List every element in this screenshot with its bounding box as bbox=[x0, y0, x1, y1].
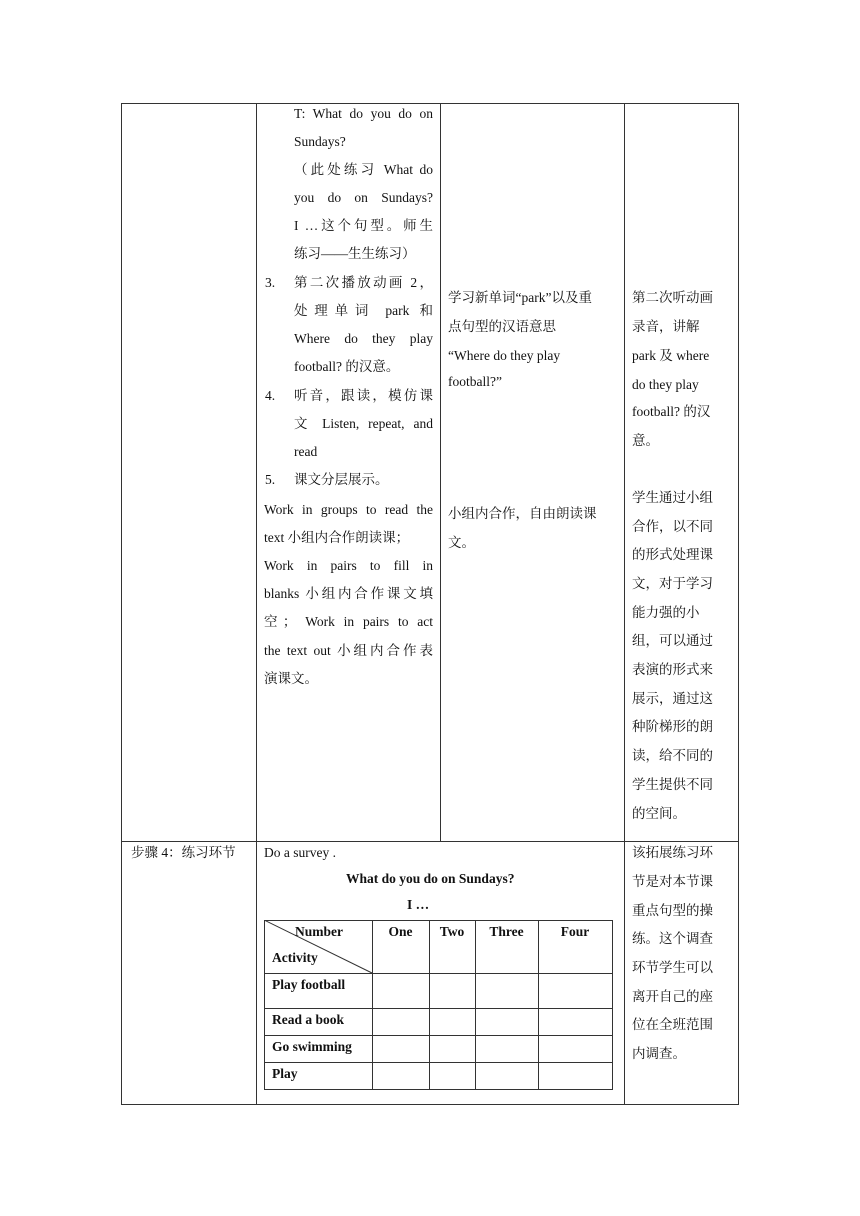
procedure-line: read bbox=[294, 444, 318, 459]
row-label: Play football bbox=[272, 977, 346, 992]
purpose-line: 重点句型的操 bbox=[632, 903, 713, 918]
intent-line: 展示，通过这 bbox=[632, 691, 713, 706]
intent-line: 第二次听动画 bbox=[632, 290, 713, 305]
procedure-line: Where do they play bbox=[294, 331, 433, 346]
header-number: Number bbox=[295, 924, 343, 939]
procedure-line: Work in pairs to fill in bbox=[264, 558, 433, 573]
procedure-line: the text out 小组内合作表 bbox=[264, 643, 433, 658]
survey-grid-line bbox=[264, 1062, 613, 1063]
procedure-line: Work in groups to read the bbox=[264, 502, 433, 517]
list-number: 3. bbox=[265, 275, 276, 290]
procedure-line: （此处练习 What do bbox=[294, 162, 433, 177]
procedure-line: 演课文。 bbox=[264, 671, 318, 686]
purpose-line: 该拓展练习环 bbox=[632, 845, 713, 860]
list-number: 4. bbox=[265, 388, 276, 403]
intent-line: 合作，以不同 bbox=[632, 519, 713, 534]
row-label: Read a book bbox=[272, 1012, 345, 1027]
table-left-border bbox=[121, 103, 122, 1105]
intent-line: 种阶梯形的朗 bbox=[632, 719, 713, 734]
procedure-line: text 小组内合作朗读课； bbox=[264, 530, 410, 545]
survey-question: What do you do on Sundays? bbox=[346, 871, 515, 886]
purpose-line: 位在全班范围 bbox=[632, 1017, 713, 1032]
column-header: Two bbox=[439, 924, 465, 939]
survey-grid-line bbox=[264, 1089, 613, 1090]
activity-line: 文。 bbox=[448, 535, 475, 550]
purpose-line: 练。这个调查 bbox=[632, 931, 713, 946]
intent-line: 文，对于学习 bbox=[632, 576, 713, 591]
intent-line: park 及 where bbox=[632, 348, 710, 363]
procedure-line: blanks 小组内合作课文填 bbox=[264, 586, 433, 601]
procedure-line: 课文分层展示。 bbox=[294, 472, 389, 487]
row-label: Go swimming bbox=[272, 1039, 352, 1054]
intent-line: 录音，讲解 bbox=[632, 319, 700, 334]
procedure-line: football? 的汉意。 bbox=[294, 359, 400, 374]
intent-line: 读，给不同的 bbox=[632, 748, 713, 763]
procedure-line: you do on Sundays? bbox=[294, 190, 433, 205]
table-bottom-border bbox=[121, 1104, 739, 1105]
activity-line: 小组内合作，自由朗读课 bbox=[448, 506, 597, 521]
procedure-line: I …这个句型。师生 bbox=[294, 218, 433, 233]
table-col-divider-3 bbox=[624, 103, 625, 1105]
column-header: Four bbox=[560, 924, 590, 939]
survey-grid-line bbox=[429, 920, 430, 1090]
intent-line: football? 的汉 bbox=[632, 404, 711, 419]
intent-line: 学生通过小组 bbox=[632, 490, 713, 505]
purpose-line: 离开自己的座 bbox=[632, 989, 713, 1004]
column-header: One bbox=[388, 924, 413, 939]
step-label: 步骤 4：练习环节 bbox=[131, 845, 236, 860]
survey-grid-line bbox=[538, 920, 539, 1090]
table-col-divider-2 bbox=[440, 103, 441, 841]
header-activity: Activity bbox=[272, 950, 318, 965]
procedure-line: Sundays? bbox=[294, 134, 346, 149]
intent-line: 能力强的小 bbox=[632, 605, 700, 620]
intent-line: 学生提供不同 bbox=[632, 777, 713, 792]
intent-line: 的空间。 bbox=[632, 806, 686, 821]
intent-line: 的形式处理课 bbox=[632, 547, 713, 562]
procedure-line: 空； Work in pairs to act bbox=[264, 614, 433, 629]
list-number: 5. bbox=[265, 472, 276, 487]
intent-line: 意。 bbox=[632, 433, 659, 448]
activity-line: 学习新单词“park”以及重 bbox=[448, 290, 592, 305]
intent-line: do they play bbox=[632, 377, 699, 392]
intent-line: 表演的形式来 bbox=[632, 662, 713, 677]
survey-grid-line bbox=[264, 1008, 613, 1009]
row-label: Play bbox=[272, 1066, 298, 1081]
table-right-border bbox=[738, 103, 739, 1105]
procedure-line: 第二次播放动画 2， bbox=[294, 275, 433, 290]
procedure-line: T: What do you do on bbox=[294, 106, 433, 121]
column-header: Three bbox=[489, 924, 524, 939]
activity-line: 点句型的汉语意思 bbox=[448, 319, 556, 334]
survey-answer: I … bbox=[407, 897, 430, 912]
purpose-line: 环节学生可以 bbox=[632, 960, 713, 975]
intent-line: 组，可以通过 bbox=[632, 633, 713, 648]
survey-grid-line bbox=[475, 920, 476, 1090]
survey-grid-line bbox=[264, 1035, 613, 1036]
purpose-line: 内调查。 bbox=[632, 1046, 686, 1061]
procedure-line: 练习——生生练习） bbox=[294, 246, 416, 261]
table-col-divider-1 bbox=[256, 103, 257, 1105]
procedure-line: 文 Listen, repeat, and bbox=[294, 416, 433, 431]
survey-intro: Do a survey . bbox=[264, 845, 336, 860]
activity-line: football?” bbox=[448, 374, 502, 389]
activity-line: “Where do they play bbox=[448, 348, 561, 363]
purpose-line: 节是对本节课 bbox=[632, 874, 713, 889]
procedure-line: 处理单词 park 和 bbox=[294, 303, 433, 318]
procedure-line: 听音，跟读，模仿课 bbox=[294, 388, 433, 403]
survey-grid-line bbox=[612, 920, 613, 1090]
